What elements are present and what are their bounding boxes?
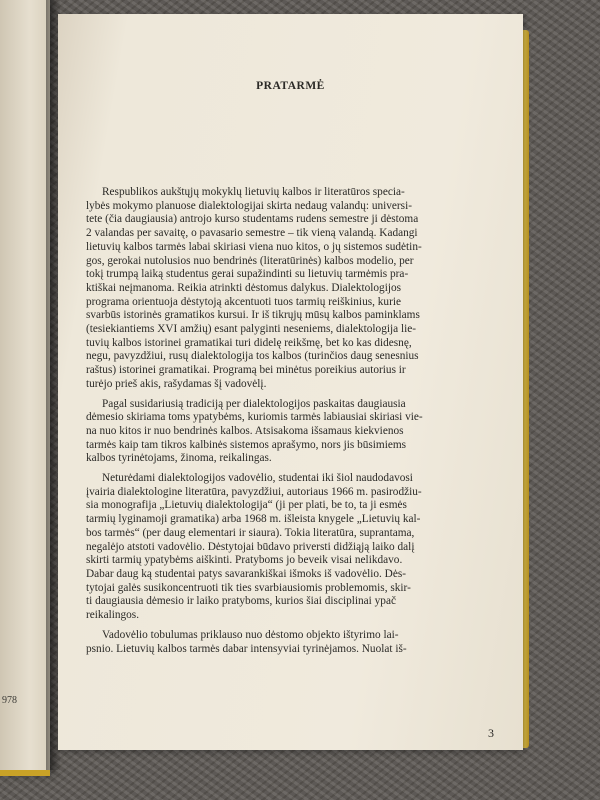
text-line: (tesiekiantiems XVI amžių) esant palyginti neseniems, dialektologija lie-	[86, 323, 417, 336]
paragraph	[86, 472, 498, 623]
page-heading: PRATARMĖ	[256, 80, 325, 92]
text-line: tokį trumpą laiką studentus gerai supažindinti su lietuvių tarmėmis pra-	[86, 268, 409, 281]
text-line: lybės mokymo planuose dialektologijai skirta nedaug valandų: universi-	[86, 199, 412, 212]
text-line: tuvių kalbos istorinei gramatikai turi didelę reikšmę, bet ko kas didesnę,	[86, 336, 412, 349]
text-line: psnio. Lietuvių kalbos tarmės dabar intensyviai tyrinėjamos. Nuolat iš-	[86, 642, 407, 655]
text-line: lietuvių kalbos tarmės labai skiriasi viena nuo kitos, o jų sistemos sudėtin-	[86, 240, 422, 253]
page-number: 3	[488, 726, 494, 740]
text-line: svarbūs istorinės gramatikos kursui. Ir iš tikrųjų mūsų kalbos paminklams	[86, 309, 420, 322]
text-line: tytojai galės susikoncentruoti tik ties svarbiausiomis problemomis, skir-	[86, 581, 411, 594]
text-line: ti daugiausia dėmesio ir laiko pratyboms, kurios šiai disciplinai ypač	[86, 595, 396, 608]
text-line: bos tarmės“ (per daug elementari ir siaura). Tokia literatūra, suprantama,	[86, 526, 415, 539]
text-line: tarmės kaip tam tikros kalbinės sistemos aprašymo, nors jis būsimiems	[86, 438, 407, 451]
text-line: negu, pavyzdžiui, rusų dialektologija tos kalbos (turinčios daug senesnius	[86, 350, 419, 363]
text-line: programa orientuoja dėstytoją akcentuoti tuos tarmių reiškinius, kurie	[86, 295, 401, 308]
text-line: Dabar daug ką studentai patys savarankiškai išmoks iš vadovėlio. Dės-	[86, 567, 407, 580]
text-line: gos, gerokai nutolusios nuo bendrinės (literatūrinės) kalbos modelio, per	[86, 254, 414, 267]
text-line: turėjo prieš akis, rašydamas šį vadovėlį.	[86, 377, 267, 390]
text-line: tete (čia daugiausia) antrojo kurso studentams rudens semestre ji dėstoma	[86, 213, 419, 226]
text-line: Vadovėlio tobulumas priklauso nuo dėstomo objekto ištyrimo lai-	[102, 628, 399, 641]
text-line: Pagal susidariusią tradiciją per dialektologijos paskaitas daugiausia	[102, 397, 406, 410]
text-line: dėmesio skiriama toms ypatybėms, kuriomis tarmės labiausiai skiriasi vie-	[86, 411, 423, 424]
text-line: ktiškai neįmanoma. Reikia atrinkti dėstomus dalykus. Dialektologijos	[86, 281, 402, 294]
text-line: tarmių lyginamoji gramatika) arba 1968 m. išleista knygele „Lietuvių kal-	[86, 513, 421, 526]
text-line: raštus) istorinei gramatikai. Programą bei minėtus poreikius autorius ir	[86, 364, 406, 377]
paragraph	[86, 186, 498, 392]
previous-page-number: 978	[2, 695, 17, 706]
text-line: 2 valandas per savaitę, o pavasario semestre – tik vieną valandą. Kadangi	[86, 227, 418, 240]
text-line: reikalingos.	[86, 609, 140, 622]
text-line: Respublikos aukštųjų mokyklų lietuvių kalbos ir literatūros specia-	[102, 186, 405, 198]
text-line: na nuo kitos ir nuo bendrinės kalbos. Atsisakoma išsamaus kiekvienos	[86, 424, 404, 437]
text-line: Neturėdami dialektologijos vadovėlio, studentai iki šiol naudodavosi	[102, 472, 413, 485]
text-line: skirti tarmių ypatybėms aiškinti. Pratyboms jo beveik visai nelikdavo.	[86, 554, 403, 567]
book-page	[58, 14, 523, 750]
paragraph	[86, 629, 498, 656]
text-line: sia monografija „Lietuvių dialektologija“ (ji per plati, be to, ta ji esmės	[86, 499, 407, 512]
paragraph	[86, 398, 498, 467]
body-text	[86, 186, 498, 662]
text-line: kalbos tyrinėtojams, žinoma, reikalingas.	[86, 452, 272, 465]
text-line: įvairia dialektologine literatūra, pavyzdžiui, autoriaus 1966 m. pasirodžiu-	[86, 485, 422, 498]
text-line: negalėjo atstoti vadovėlio. Dėstytojai būdavo priversti didžiąją laiko dalį	[86, 540, 415, 553]
previous-page	[0, 0, 50, 776]
